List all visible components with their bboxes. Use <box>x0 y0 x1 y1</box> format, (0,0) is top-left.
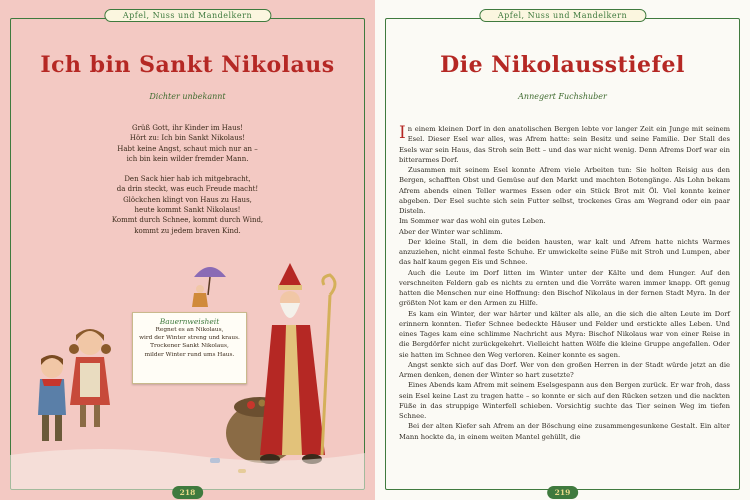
poem-line: heute kommt Sankt Nikolaus! <box>134 206 241 215</box>
bauernweisheit-line: Trockener Sankt Nikolaus, <box>150 343 229 350</box>
poem-line: Hört zu: Ich bin Sankt Nikolaus! <box>129 134 246 143</box>
child-girl-leg <box>80 405 86 427</box>
mitre-band <box>278 285 302 290</box>
child-boy-leg <box>42 415 49 441</box>
story-body <box>399 124 730 442</box>
bauernweisheit-line: wird der Winter streng und kraus. <box>139 335 240 342</box>
poem-line: Grüß Gott, ihr Kinder im Haus! <box>131 124 243 132</box>
bauernweisheit-line: Regnet es an Nikolaus, <box>155 327 224 333</box>
bauernweisheit-title: Bauernweisheit <box>159 317 220 326</box>
umbrella-handle <box>208 277 210 295</box>
child-boy-leg <box>55 415 62 441</box>
right-running-header: Apfel, Nuss und Mandelkern <box>479 9 646 22</box>
left-running-header: Apfel, Nuss und Mandelkern <box>104 9 271 22</box>
story-paragraph: Es kam ein Winter, der war härter und kälter als alle, an die sich die alten Leute im Dorf erinnern konnten. Tiefer Schnee bedeckte Häuser und Felder und erstickte alles Leben. Und eines Tages kam eine schlimme Nachricht aus Myra: Bischof Nikolaus war von einer Reise in die Bergdörfer nicht zurückgekehrt. Vielleicht hatten Wölfe die kleine Gruppe angefallen. Oder sie hatten im Schnee den Weg verloren. Keiner konnte es sagen. <box>399 309 730 359</box>
bauernweisheit-line: milder Winter rund ums Haus. <box>144 351 235 358</box>
story-paragraph: Angst senkte sich auf das Dorf. Wer von den großen Herren in der Stadt würde jetzt an die Armen denken, denen der Winter so hart zusetzte? <box>399 360 730 379</box>
sack-apple <box>247 401 255 409</box>
poem-text <box>40 123 335 236</box>
nikolaus-beard <box>280 303 300 318</box>
story-paragraph: Zusammen mit seinem Esel konnte Afrem viele Arbeiten tun: Sie holten Reisig aus den Bergen, schafften Obst und Gemüse auf den Markt und machten Botengänge. Als Lohn bekam Afrem abends einen Teller warmes Essen oder ein Stück Brot mit Öl. Viel konnte keiner abgeben. Der Esel suchte sich sein Futter selbst, trockenes Gras am Wegrand oder ein paar Disteln. <box>399 166 730 215</box>
left-poem-title: Ich bin Sankt Nikolaus <box>40 52 335 78</box>
right-page <box>375 0 750 500</box>
umbrella-figure-head <box>196 285 204 293</box>
poem-line: kommt zu jedem braven Kind. <box>134 226 241 235</box>
child-boy-scarf <box>42 379 62 386</box>
staff-crook <box>323 275 335 295</box>
child-girl-pigtail <box>101 344 111 354</box>
right-story-author: Annegert Fuchshuber <box>518 92 607 101</box>
child-girl-apron <box>80 363 100 397</box>
bishop-staff <box>322 295 330 455</box>
poem-line: Habt keine Angst, schaut mich nur an – <box>117 144 258 153</box>
right-story-title: Die Nikolausstiefel <box>440 52 685 78</box>
story-paragraph: Auch die Leute im Dorf litten im Winter unter der Kälte und dem Hunger. Auf den verschneiten Feldern gab es nichts zu ernten und die Vorräte waren immer knapp. Oft genug hatten die Menschen nur eine Hoffnung: den Bischof Nikolaus in der fernen Stadt Myra. In der größten Not kam er den Armen zu Hilfe. <box>399 268 730 308</box>
umbrella <box>194 267 226 277</box>
right-page-number: 219 <box>547 486 579 499</box>
story-paragraph: Bei der alten Kiefer sah Afrem an der Böschung eine zusammengesunkene Gestalt. Ein alter Mann hockte da, in einem weiten Mantel gehüllt, die <box>399 422 730 441</box>
story-paragraph: In einem kleinen Dorf in den anatolischen Bergen lebte vor langer Zeit ein Junge mit seinem Esel. Dieser Esel war alles, was Afrem hatte: sein Besitz und seine Familie. Der Stall des Esels war sein Haus, das Stroh sein Bett – und das war nicht wenig. Denn Afrems Dorf war ein bitterarmes Dorf. <box>399 123 730 164</box>
nikolaus-mitre <box>278 263 302 287</box>
poem-line: da drin steckt, was euch Freude macht! <box>116 185 259 194</box>
left-poem-author: Dichter unbekannt <box>149 92 226 101</box>
story-paragraph: Aber der Winter war schlimm. <box>399 227 503 236</box>
bauernweisheit-box <box>132 312 247 384</box>
story-paragraph: Im Sommer war das wohl ein gutes Leben. <box>399 217 546 226</box>
poem-line: Kommt durch Schnee, kommt durch Wind, <box>111 216 264 225</box>
umbrella-figure-body <box>192 293 208 307</box>
child-girl-pigtail <box>69 344 79 354</box>
child-girl-leg <box>94 405 100 427</box>
poem-line: Den Sack hier hab ich mitgebracht, <box>124 175 251 184</box>
poem-line: Glöckchen klingt von Haus zu Haus, <box>123 195 252 204</box>
story-paragraph: Der kleine Stall, in dem die beiden hausten, war kalt und Afrem hatte nichts Warmes anzuziehen, nicht einmal feste Schuhe. Er umwickelte seine Füße mit Stroh und Lumpen, aber das half kaum gegen Eis und Schnee. <box>399 237 730 267</box>
drop-cap: I <box>399 123 406 143</box>
poem-line: ich bin kein wilder fremder Mann. <box>126 154 249 163</box>
story-paragraph: Eines Abends kam Afrem mit seinem Eselsgespann aus den Bergen zurück. Er war froh, dass sein Esel keine Last zu tragen hatte – so konnte er sich auf den Rücken setzen und die nackten Füße in das struppige Winterfell schieben. Vorsichtig suchte das Tier seinen Weg im tiefen Schnee. <box>399 381 730 420</box>
sack-nut <box>259 400 266 407</box>
left-page-number: 218 <box>172 486 204 499</box>
